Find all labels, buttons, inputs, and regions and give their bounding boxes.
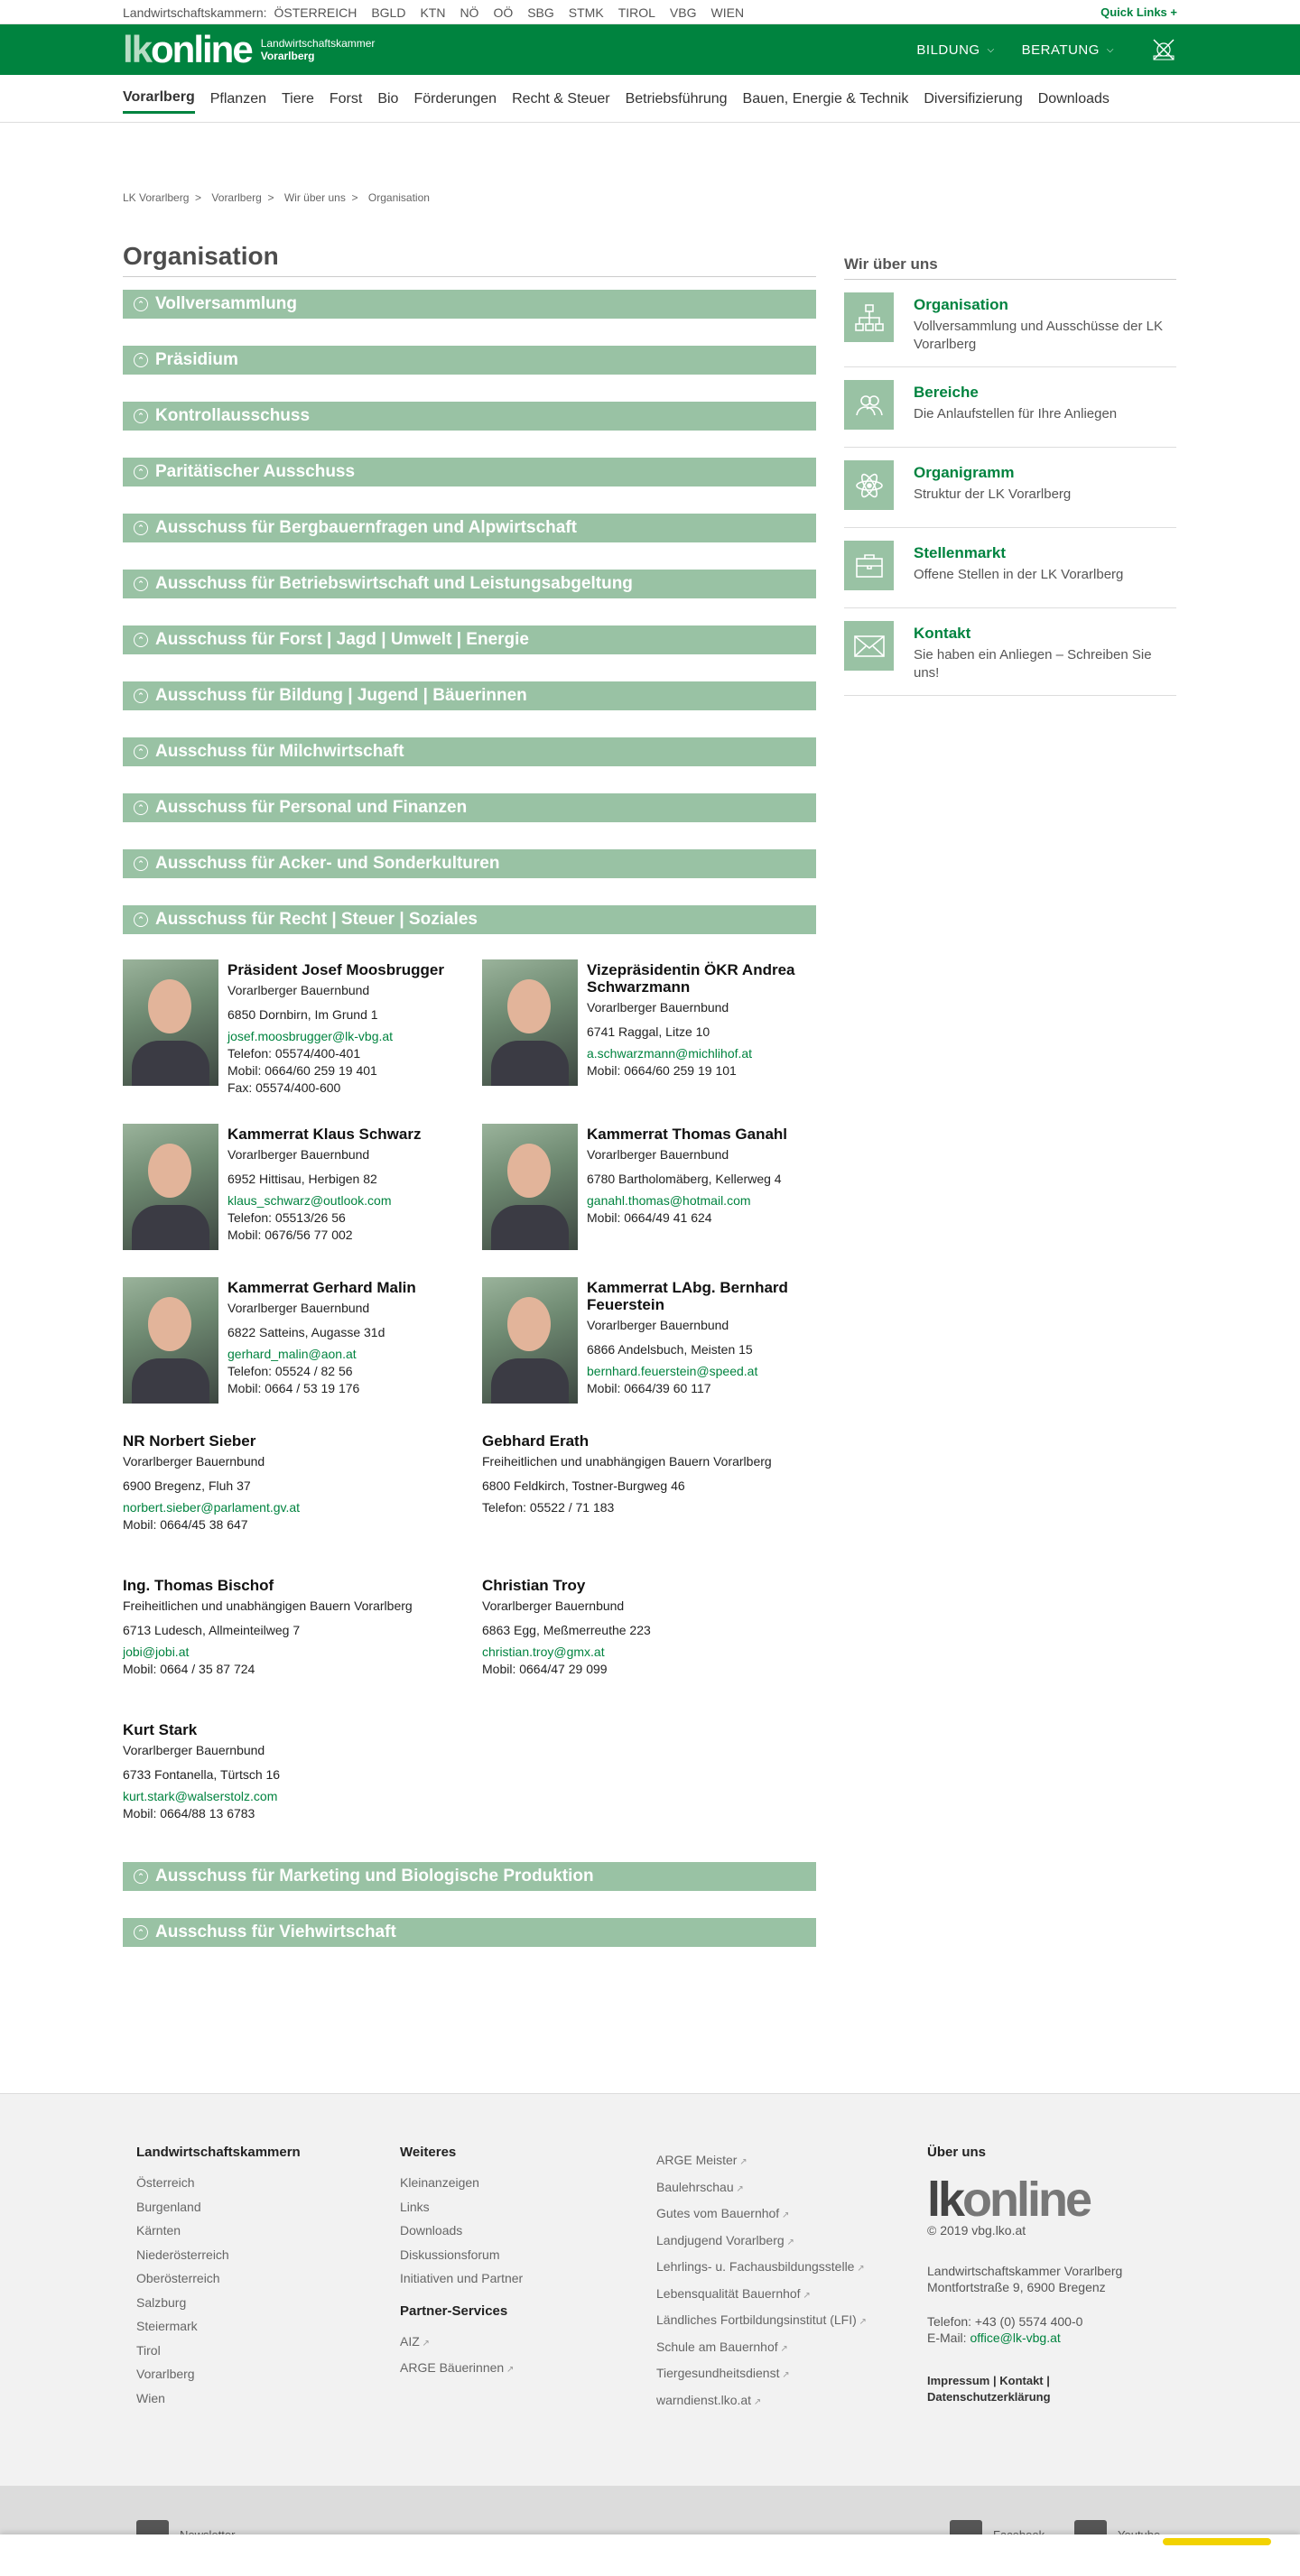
footer-link[interactable]: Lehrlings- u. Fachausbildungsstelle ↗ (656, 2255, 867, 2282)
member-address: 6900 Bregenz, Fluh 37 (123, 1478, 251, 1493)
footer-link[interactable]: Landjugend Vorarlberg ↗ (656, 2229, 867, 2256)
chevron-down-icon: ⌵ (1106, 44, 1114, 55)
member-email-link[interactable]: christian.troy@gmx.at (482, 1645, 605, 1659)
chamber-strip-label: Landwirtschaftskammern: (123, 5, 267, 20)
chevron-up-icon: ⌃ (134, 297, 148, 311)
org-chart-icon (844, 292, 894, 342)
footer-email-label: E-Mail: (927, 2330, 967, 2345)
nav-beratung[interactable]: BERATUNG ⌵ (1021, 42, 1114, 58)
mainnav-item-downloads[interactable]: Downloads (1037, 90, 1110, 107)
member-email-link[interactable]: norbert.sieber@parlament.gv.at (123, 1500, 301, 1515)
chamber-strip (0, 0, 1300, 24)
sidebar-item-desc: Struktur der LK Vorarlberg (914, 486, 1072, 502)
member-card (482, 1575, 816, 1692)
member-name: Kammerrat Gerhard Malin (228, 1279, 416, 1296)
member-photo (123, 1124, 218, 1250)
sidebar-item-title: Kontakt (914, 625, 971, 642)
member-name: Vizepräsidentin ÖKR Andrea Schwarzmann (587, 961, 795, 996)
footer-heading: Landwirtschaftskammern (136, 2145, 301, 2160)
chamber-link[interactable]: WIEN (710, 5, 745, 20)
member-email-link[interactable]: bernhard.feuerstein@speed.at (587, 1364, 758, 1378)
sidebar-item-desc: Offene Stellen in der LK Vorarlberg (914, 567, 1124, 582)
chevron-up-icon: ⌃ (134, 409, 148, 423)
member-org: Vorarlberger Bauernbund (587, 1147, 729, 1162)
close-menu-icon[interactable] (1150, 36, 1177, 63)
logo-wordmark: lkonline (123, 28, 252, 70)
member-name: Kammerrat LAbg. Bernhard Feuerstein (587, 1279, 788, 1313)
footer-link[interactable]: Gutes vom Bauernhof ↗ (656, 2201, 867, 2229)
sidebar (844, 255, 1176, 696)
footer-link[interactable]: Lebensqualität Bauernhof ↗ (656, 2282, 867, 2309)
footer-heading: Weiteres (400, 2145, 457, 2160)
page-title: Organisation (123, 242, 816, 277)
chevron-up-icon: ⌃ (134, 353, 148, 367)
member-phone: Mobil: 0664/47 29 099 (482, 1662, 608, 1676)
member-address: 6741 Raggal, Litze 10 (587, 1024, 710, 1039)
breadcrumb: LK Vorarlberg > Vorarlberg > Wir über uns > Organisation (123, 191, 430, 204)
chevron-up-icon: ⌃ (134, 577, 148, 591)
member-address: 6866 Andelsbuch, Meisten 15 (587, 1342, 753, 1357)
footer-col-weiteres (400, 2145, 523, 2383)
member-name: Gebhard Erath (482, 1432, 590, 1450)
chamber-link[interactable]: ÖSTERREICH (274, 5, 358, 20)
accordion-header[interactable] (123, 290, 816, 319)
member-name: NR Norbert Sieber (123, 1432, 256, 1450)
member-name: Kammerrat Thomas Ganahl (587, 1126, 788, 1143)
footer-phone: Telefon: +43 (0) 5574 400-0 (927, 2314, 1083, 2329)
accordion-title: Präsidium (155, 350, 238, 369)
accordion-title: Ausschuss für Acker- und Sonderkulturen (155, 854, 500, 873)
mainnav-item-bio[interactable]: Bio (377, 90, 399, 107)
atom-icon (844, 460, 894, 510)
member-name: Kammerrat Klaus Schwarz (228, 1126, 422, 1143)
member-card (123, 1277, 482, 1404)
chevron-up-icon: ⌃ (134, 1925, 148, 1940)
accordion-header[interactable] (123, 402, 816, 431)
member-name: Christian Troy (482, 1577, 586, 1594)
people-icon (844, 380, 894, 430)
briefcase-icon (844, 541, 894, 590)
footer-link[interactable]: Initiativen und Partner (400, 2271, 524, 2285)
main-navigation (0, 75, 1300, 123)
chamber-link[interactable]: VBG (669, 5, 697, 20)
mainnav-item-forst[interactable]: Forst (329, 90, 363, 107)
chevron-up-icon: ⌃ (134, 633, 148, 647)
accordion-header[interactable] (123, 681, 816, 710)
footer-link[interactable]: Schule am Bauernhof ↗ (656, 2335, 867, 2362)
chevron-up-icon: ⌃ (134, 521, 148, 535)
member-org: Freiheitlichen und unabhängigen Bauern Vorarlberg (482, 1454, 772, 1469)
footer-logo: lkonline (927, 2173, 1091, 2227)
breadcrumb-item[interactable]: Wir über uns (283, 191, 346, 204)
breadcrumb-item[interactable]: LK Vorarlberg (123, 191, 190, 204)
kontakt-link[interactable]: Kontakt (999, 2374, 1044, 2387)
member-card (482, 1431, 816, 1548)
chevron-up-icon: ⌃ (134, 857, 148, 871)
chamber-link[interactable]: SBG (527, 5, 554, 20)
nav-bildung[interactable]: BILDUNG ⌵ (916, 42, 995, 58)
footer-link[interactable]: Baulehrschau ↗ (656, 2175, 867, 2202)
member-card (482, 1124, 816, 1250)
accordion-header[interactable] (123, 793, 816, 822)
mainnav-item-tiere[interactable]: Tiere (282, 90, 314, 107)
accordion-header[interactable] (123, 849, 816, 878)
accordion-title: Ausschuss für Bergbauernfragen und Alpwirtschaft (155, 518, 577, 537)
datenschutz-link[interactable]: Datenschutzerklärung (927, 2390, 1051, 2404)
sidebar-item-desc: Sie haben ein Anliegen – Schreiben Sie uns! (914, 647, 1152, 681)
accordion-title: Ausschuss für Betriebswirtschaft und Leistungsabgeltung (155, 574, 633, 593)
member-card (123, 1431, 482, 1548)
mainnav-item-foerderungen[interactable]: Förderungen (413, 90, 497, 107)
accordion-title: Paritätischer Ausschuss (155, 462, 356, 481)
accordion-header[interactable] (123, 570, 816, 598)
footer-link[interactable]: ARGE Bäuerinnen ↗ (400, 2356, 523, 2383)
footer-link[interactable]: Vorarlberg (136, 2367, 195, 2381)
footer-link[interactable]: AIZ ↗ (400, 2330, 523, 2357)
member-org: Vorarlberger Bauernbund (587, 1000, 729, 1015)
accordion-header[interactable] (123, 737, 816, 766)
member-address: 6863 Egg, Meßmerreuthe 223 (482, 1623, 651, 1637)
sidebar-item-stellenmarkt[interactable] (844, 528, 1176, 608)
chevron-up-icon: ⌃ (134, 689, 148, 703)
site-header (0, 24, 1300, 75)
main-content (123, 242, 816, 1974)
footer-heading: Über uns (927, 2145, 987, 2160)
footer-link[interactable]: Links (400, 2199, 430, 2214)
accordion-title: Ausschuss für Milchwirtschaft (155, 742, 404, 761)
footer-link[interactable]: Burgenland (136, 2199, 201, 2214)
sidebar-item-organisation[interactable] (844, 280, 1176, 367)
footer-link[interactable]: Tiergesundheitsdienst ↗ (656, 2361, 867, 2388)
member-org: Vorarlberger Bauernbund (123, 1454, 265, 1469)
member-address: 6733 Fontanella, Türtsch 16 (123, 1767, 281, 1782)
accordion-title: Kontrollausschuss (155, 406, 311, 425)
member-phone: Fax: 05574/400-600 (228, 1080, 341, 1095)
accordion-title: Ausschuss für Forst | Jagd | Umwelt | Energie (155, 630, 529, 649)
member-org: Vorarlberger Bauernbund (228, 1301, 370, 1315)
member-email-link[interactable]: jobi@jobi.at (123, 1645, 190, 1659)
accordion-header[interactable] (123, 514, 816, 542)
member-phone: Telefon: 05513/26 56 (228, 1210, 346, 1225)
footer-link[interactable]: ARGE Meister ↗ (656, 2148, 867, 2175)
mainnav-item-betriebsfuehrung[interactable]: Betriebsführung (625, 90, 728, 107)
accordion-header[interactable] (123, 1918, 816, 1947)
member-address: 6952 Hittisau, Herbigen 82 (228, 1172, 377, 1186)
footer-address: Montfortstraße 9, 6900 Bregenz (927, 2280, 1106, 2294)
footer-link[interactable]: Niederösterreich (136, 2247, 229, 2262)
footer-link[interactable]: Wien (136, 2390, 165, 2405)
chevron-up-icon: ⌃ (134, 801, 148, 815)
member-email-link[interactable]: kurt.stark@walserstolz.com (123, 1789, 278, 1803)
mail-icon (844, 621, 894, 671)
logo-subtitle: Landwirtschaftskammer Vorarlberg (260, 37, 376, 62)
chamber-link[interactable]: NÖ (460, 5, 479, 20)
cookie-banner (0, 2534, 1300, 2576)
member-card (482, 959, 816, 1097)
chamber-link[interactable]: OÖ (493, 5, 514, 20)
member-photo (482, 1124, 578, 1250)
sidebar-item-title: Stellenmarkt (914, 544, 1007, 561)
breadcrumb-item[interactable]: Vorarlberg (211, 191, 262, 204)
sidebar-item-desc: Vollversammlung und Ausschüsse der LK Vorarlberg (914, 319, 1163, 352)
member-email-link[interactable]: ganahl.thomas@hotmail.com (587, 1193, 751, 1208)
accordion-title: Ausschuss für Bildung | Jugend | Bäuerinnen (155, 686, 527, 705)
chamber-link[interactable]: TIROL (618, 5, 655, 20)
chevron-up-icon: ⌃ (134, 745, 148, 759)
member-address: 6850 Dornbirn, Im Grund 1 (228, 1007, 378, 1022)
footer-link[interactable]: Salzburg (136, 2294, 187, 2310)
chamber-link[interactable]: BGLD (371, 5, 406, 20)
quick-links-toggle[interactable]: Quick Links + (1100, 5, 1177, 19)
member-photo (123, 1277, 218, 1404)
accordion-header[interactable] (123, 1862, 816, 1891)
accordion-header[interactable] (123, 458, 816, 486)
member-email-link[interactable]: josef.moosbrugger@lk-vbg.at (228, 1029, 394, 1043)
chamber-link[interactable]: STMK (568, 5, 604, 20)
cookie-accept-button[interactable] (1163, 2538, 1271, 2545)
member-phone: Mobil: 0664/60 259 19 401 (228, 1063, 377, 1078)
accordion-title: Vollversammlung (155, 294, 297, 313)
footer-link[interactable]: Downloads (400, 2223, 463, 2238)
sidebar-item-title: Organigramm (914, 464, 1015, 481)
accordion-title: Ausschuss für Recht | Steuer | Soziales (155, 910, 478, 929)
sidebar-item-desc: Die Anlaufstellen für Ihre Anliegen (914, 406, 1118, 422)
member-name: Ing. Thomas Bischof (123, 1577, 274, 1594)
accordion-title: Ausschuss für Viehwirtschaft (155, 1923, 396, 1941)
footer-link[interactable]: Steiermark (136, 2319, 198, 2333)
member-email-link[interactable]: a.schwarzmann@michlihof.at (587, 1046, 753, 1061)
mainnav-item-pflanzen[interactable]: Pflanzen (209, 90, 266, 107)
member-phone: Mobil: 0676/56 77 002 (228, 1228, 353, 1242)
chevron-up-icon: ⌃ (134, 1869, 148, 1884)
footer-address: Landwirtschaftskammer Vorarlberg (927, 2264, 1123, 2278)
footer-link[interactable]: Tirol (136, 2342, 161, 2358)
member-photo (123, 959, 218, 1086)
sidebar-title: Wir über uns (844, 255, 1176, 280)
member-org: Vorarlberger Bauernbund (587, 1318, 729, 1332)
member-name: Kurt Stark (123, 1721, 198, 1738)
mainnav-item-bauen[interactable]: Bauen, Energie & Technik (742, 90, 909, 107)
breadcrumb-current: Organisation (367, 191, 430, 204)
member-address: 6713 Ludesch, Allmeinteilweg 7 (123, 1623, 301, 1637)
chamber-link[interactable]: KTN (420, 5, 446, 20)
member-phone: Mobil: 0664 / 35 87 724 (123, 1662, 255, 1676)
mainnav-item-recht-steuer[interactable]: Recht & Steuer (512, 90, 610, 107)
sidebar-item-kontakt[interactable] (844, 608, 1176, 696)
member-phone: Mobil: 0664 / 53 19 176 (228, 1381, 360, 1395)
footer-link[interactable]: Diskussionsforum (400, 2247, 500, 2262)
member-photo (482, 959, 578, 1086)
sidebar-item-bereiche[interactable] (844, 367, 1176, 448)
accordion-title: Ausschuss für Marketing und Biologische Produktion (155, 1867, 594, 1886)
committee-members (123, 959, 816, 1864)
member-name: Präsident Josef Moosbrugger (228, 961, 444, 978)
footer-link[interactable]: Kleinanzeigen (400, 2175, 479, 2190)
member-card (123, 1719, 482, 1837)
chevron-up-icon: ⌃ (134, 913, 148, 927)
member-org: Vorarlberger Bauernbund (228, 983, 370, 997)
footer-link[interactable]: Oberösterreich (136, 2271, 220, 2285)
member-email-link[interactable]: gerhard_malin@aon.at (228, 1347, 357, 1361)
accordion-header[interactable] (123, 905, 816, 934)
member-email-link[interactable]: klaus_schwarz@outlook.com (228, 1193, 392, 1208)
impressum-link[interactable]: Impressum (927, 2374, 990, 2387)
footer-email-link[interactable]: office@lk-vbg.at (970, 2330, 1061, 2345)
member-phone: Telefon: 05524 / 82 56 (228, 1364, 353, 1378)
member-phone: Telefon: 05574/400-401 (228, 1046, 361, 1061)
footer-heading: Partner-Services (400, 2303, 508, 2319)
member-phone: Mobil: 0664/88 13 6783 (123, 1806, 255, 1821)
accordion-header[interactable] (123, 625, 816, 654)
member-card (123, 1124, 482, 1250)
footer-col-about: Über uns lkonline © 2019 vbg.lko.at Landwirtschaftskammer Vorarlberg Montfortstraße 9, 6900 Bregenz Telefon: +43 (0) 5574 400-0 E-Mail: office@lk-vbg.at Impressum | Kontakt | Datenschutzerklärung (927, 2145, 1123, 2404)
chevron-down-icon: ⌵ (987, 44, 995, 55)
footer-copyright: © 2019 vbg.lko.at (927, 2223, 1026, 2238)
member-phone: Mobil: 0664/49 41 624 (587, 1210, 712, 1225)
member-org: Vorarlberger Bauernbund (482, 1598, 625, 1613)
member-phone: Telefon: 05522 / 71 183 (482, 1500, 615, 1515)
member-card (482, 1277, 816, 1404)
member-address: 6822 Satteins, Augasse 31d (228, 1325, 385, 1339)
member-card (123, 1575, 482, 1692)
mainnav-item-vorarlberg[interactable]: Vorarlberg (123, 84, 195, 114)
chevron-up-icon: ⌃ (134, 465, 148, 479)
sidebar-item-title: Bereiche (914, 384, 979, 401)
site-logo[interactable] (123, 28, 376, 70)
footer (0, 2093, 1300, 2486)
footer-col-chambers (136, 2145, 301, 2410)
member-phone: Mobil: 0664/45 38 647 (123, 1517, 248, 1532)
footer-link[interactable]: warndienst.lko.at ↗ (656, 2388, 867, 2415)
member-phone: Mobil: 0664/39 60 117 (587, 1381, 711, 1395)
sidebar-item-organigramm[interactable] (844, 448, 1176, 528)
mainnav-item-diversifizierung[interactable]: Diversifizierung (924, 90, 1023, 107)
member-phone: Mobil: 0664/60 259 19 101 (587, 1063, 737, 1078)
member-org: Vorarlberger Bauernbund (228, 1147, 370, 1162)
member-address: 6800 Feldkirch, Tostner-Burgweg 46 (482, 1478, 685, 1493)
footer-link[interactable]: Österreich (136, 2175, 195, 2190)
accordion-header[interactable] (123, 346, 816, 375)
footer-link[interactable]: Kärnten (136, 2223, 181, 2238)
member-card (123, 959, 482, 1097)
member-org: Freiheitlichen und unabhängigen Bauern Vorarlberg (123, 1598, 413, 1613)
member-photo (482, 1277, 578, 1404)
member-org: Vorarlberger Bauernbund (123, 1743, 265, 1757)
sidebar-item-title: Organisation (914, 296, 1008, 313)
member-address: 6780 Bartholomäberg, Kellerweg 4 (587, 1172, 782, 1186)
accordion-title: Ausschuss für Personal und Finanzen (155, 798, 468, 817)
footer-col-partners (656, 2148, 867, 2414)
footer-link[interactable]: Ländliches Fortbildungsinstitut (LFI) ↗ (656, 2308, 867, 2335)
